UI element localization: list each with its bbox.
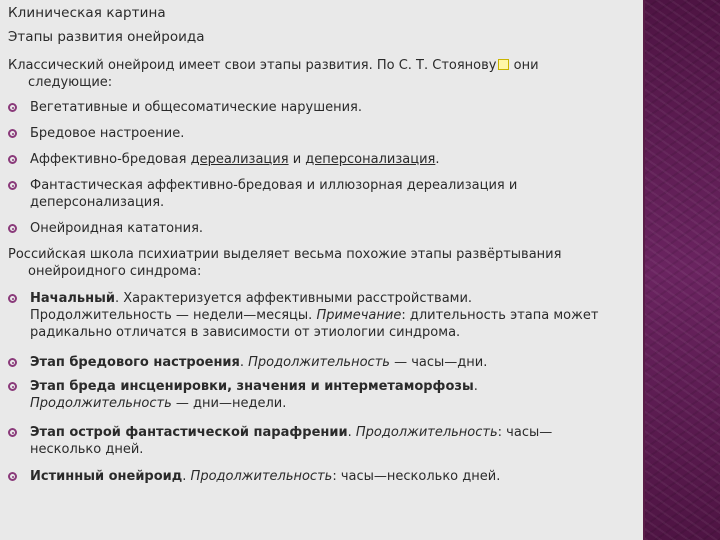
list-item-text: [30, 354, 628, 371]
text-segment: Примечание: [316, 308, 402, 323]
text-segment: Продолжительность: [355, 425, 498, 440]
list-item-text: Вегетативные и общесоматические нарушения.: [30, 100, 363, 115]
text-segment: и: [288, 152, 306, 167]
bullet-icon: [8, 103, 17, 112]
list-item-text: [30, 177, 628, 211]
text-segment: радикально отличатся в зависимости от этиологии синдрома.: [30, 325, 461, 340]
bullet-icon: [8, 294, 17, 303]
slide-subtitle: Этапы развития онейроида: [8, 29, 205, 45]
text-segment: .: [435, 152, 440, 167]
slide-title: Клиническая картина: [8, 5, 166, 21]
bullet-icon: [8, 129, 17, 138]
text-segment: — дни—недели.: [171, 396, 287, 411]
text-segment: — часы—дни.: [389, 355, 488, 370]
text-segment: : длительность этапа может: [401, 308, 599, 323]
stage-name: Этап бредового настроения: [30, 355, 240, 370]
bullet-icon: [8, 428, 17, 437]
list-item-text: [30, 378, 628, 412]
bullet-icon: [8, 224, 17, 233]
text-segment: .: [182, 469, 191, 484]
russian-school-paragraph: [8, 246, 628, 280]
intro-paragraph: [8, 57, 628, 91]
stage-name: Начальный: [30, 291, 115, 306]
text-segment: Продолжительность: [190, 469, 333, 484]
text-segment: .: [347, 425, 356, 440]
stage-name: Этап бреда инсценировки, значения и интерметаморфозы: [30, 379, 474, 394]
stage-name: Истинный онейроид: [30, 469, 183, 484]
link-derealization[interactable]: дереализация: [190, 152, 289, 167]
link-depersonalization[interactable]: деперсонализация: [305, 152, 436, 167]
list-item-text: Онейроидная кататония.: [30, 221, 204, 236]
intro-text-line2: следующие:: [28, 75, 113, 90]
bullet-icon: [8, 358, 17, 367]
text-line: онейроидного синдрома:: [28, 264, 202, 279]
bullet-icon: [8, 472, 17, 481]
text-segment: Продолжительность: [248, 355, 390, 370]
list-item-text: [30, 151, 628, 168]
bullet-icon: [8, 155, 17, 164]
text-segment: : часы—несколько дней.: [332, 469, 501, 484]
text-line: Фантастическая аффективно-бредовая и иллюзорная дереализация и: [30, 178, 518, 193]
text-segment: .: [473, 379, 478, 394]
list-item-text: [30, 424, 628, 458]
text-segment: несколько дней.: [30, 442, 144, 457]
text-segment: Продолжительность: [30, 396, 172, 411]
list-item-text: [30, 290, 628, 341]
text-line: деперсонализация.: [30, 195, 165, 210]
bullet-icon: [8, 181, 17, 190]
intro-text: Классический онейроид имеет свои этапы развития. По С. Т. Стоянову: [8, 58, 497, 73]
list-item-text: [30, 468, 628, 485]
decorative-sidebar: [645, 0, 720, 540]
bullet-icon: [8, 382, 17, 391]
intro-text-after: они: [509, 58, 539, 73]
text-line: Российская школа психиатрии выделяет весьма похожие этапы развёртывания: [8, 247, 562, 262]
text-segment: Продолжительность — недели—месяцы.: [30, 308, 317, 323]
text-segment: . Характеризуется аффективными расстройствами.: [114, 291, 473, 306]
text-segment: .: [239, 355, 249, 370]
stage-name: Этап острой фантастической парафрении: [30, 425, 348, 440]
footnote-link-icon[interactable]: [498, 59, 509, 70]
text-segment: Аффективно-бредовая: [30, 152, 191, 167]
text-segment: : часы—: [497, 425, 553, 440]
list-item-text: Бредовое настроение.: [30, 126, 185, 141]
